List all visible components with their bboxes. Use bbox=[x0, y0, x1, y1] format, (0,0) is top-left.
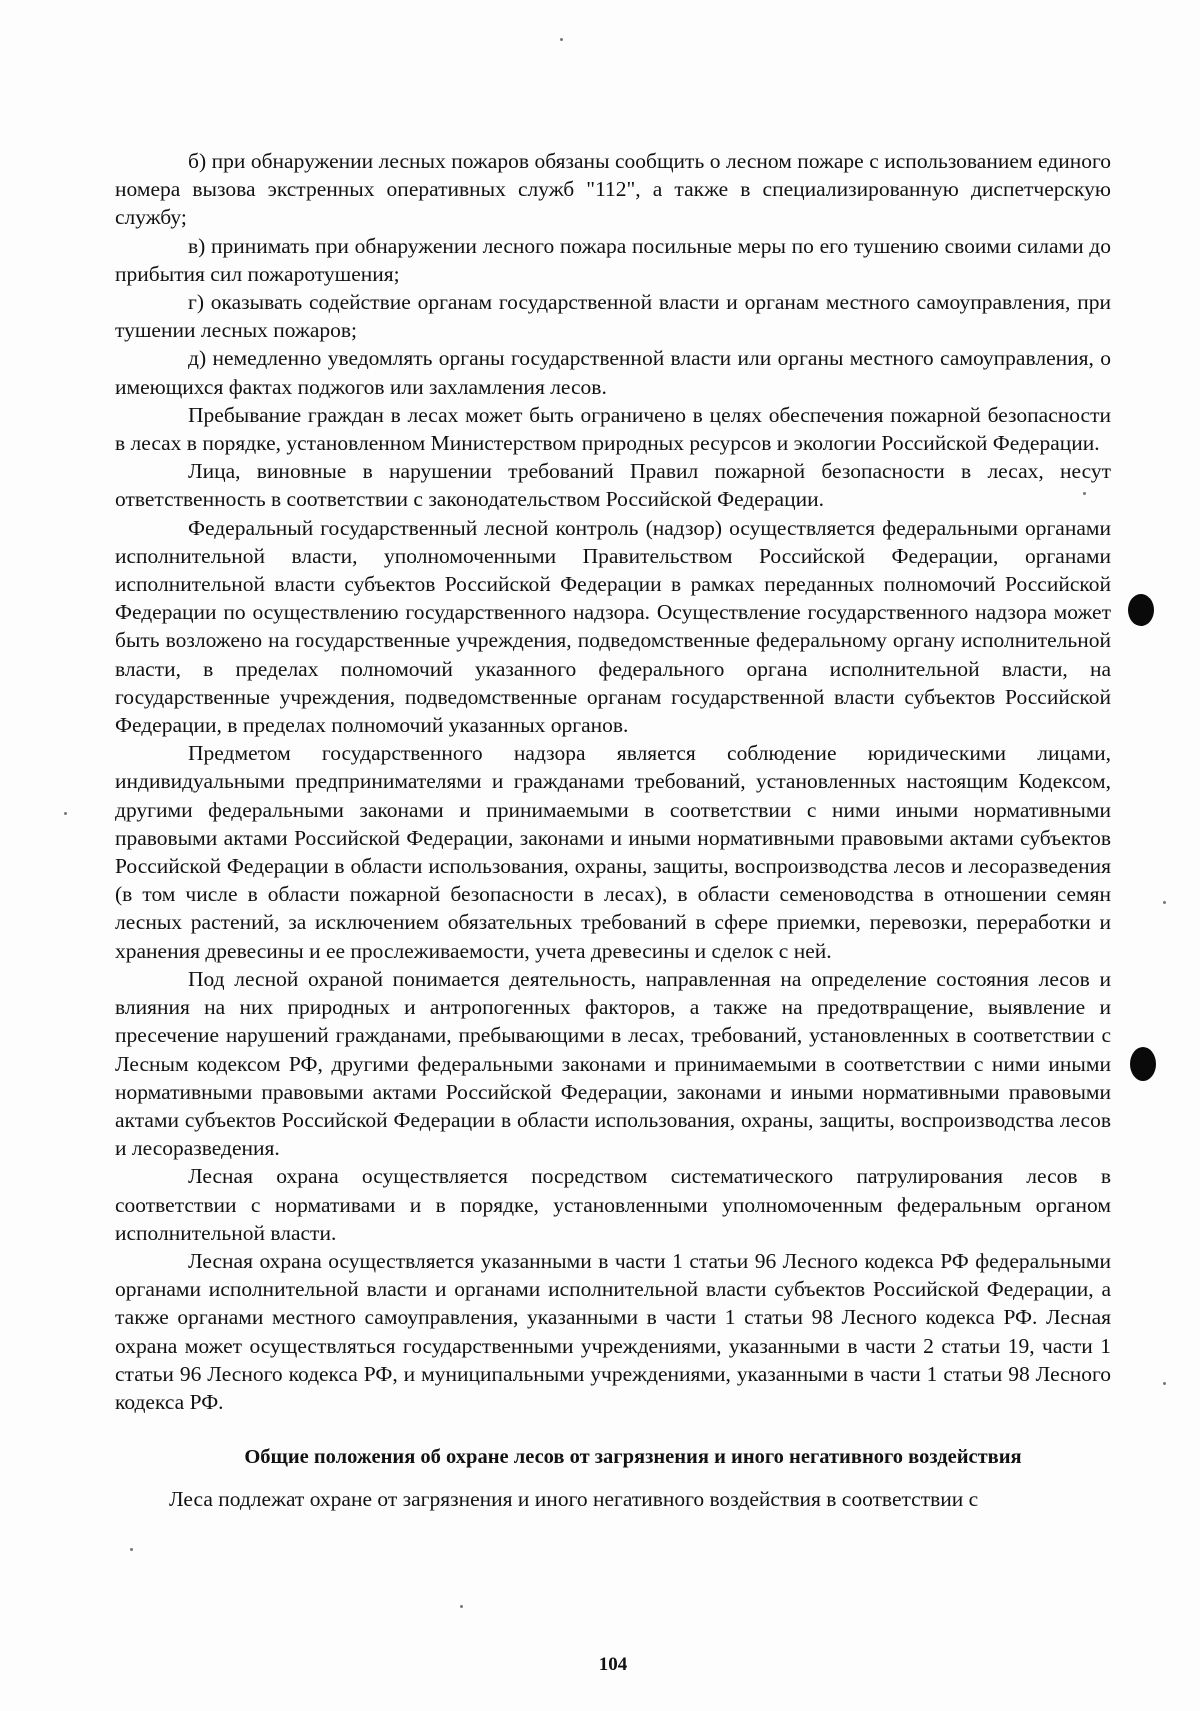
paragraph-d: д) немедленно уведомлять органы государственной власти или органы местного самоуправления, о имеющихся фактах поджогов или захламления лесов. bbox=[115, 346, 1111, 399]
paragraph-protection-bodies: Лесная охрана осуществляется указанными в части 1 статьи 96 Лесного кодекса РФ федеральными органами исполнительной власти и органами исполнительной власти субъектов Российской Федерации, а также органами местного самоуправления, указанными в части 1 статьи 98 Лесного кодекса РФ. Лесная охрана может осуществляться государственными учреждениями, указанными в части 2 статьи 19, части 1 статьи 96 Лесного кодекса РФ, и муниципальными учреждениями, указанными в части 1 статьи 98 Лесного кодекса РФ. bbox=[115, 1248, 1111, 1414]
paragraph-stay-restriction: Пребывание граждан в лесах может быть ограничено в целях обеспечения пожарной безопасности в лесах в порядке, установленном Министерством природных ресурсов и экологии Российской Федерации. bbox=[115, 402, 1111, 456]
paragraph-g: г) оказывать содействие органам государственной власти и органам местного самоуправления, при тушении лесных пожаров; bbox=[115, 290, 1111, 343]
punch-hole-mark bbox=[1128, 594, 1154, 626]
section-heading: Общие положения об охране лесов от загрязнения и иного негативного воздействия bbox=[244, 1446, 1022, 1469]
scan-speck bbox=[64, 812, 67, 815]
page-number: 104 bbox=[598, 1654, 628, 1675]
paragraph-b: б) при обнаружении лесных пожаров обязаны сообщить о лесном пожаре с использованием единого номера вызова экстренных оперативных служб "112", а также в специализированную диспетчерскую службу; bbox=[115, 149, 1111, 230]
scan-speck bbox=[1163, 1382, 1166, 1385]
scan-speck bbox=[130, 1548, 133, 1551]
paragraph-liability: Лица, виновные в нарушении требований Правил пожарной безопасности в лесах, несут ответственность в соответствии с законодательством Российской Федерации. bbox=[115, 459, 1111, 512]
scan-speck bbox=[560, 38, 563, 41]
paragraph-forest-protection-definition: Под лесной охраной понимается деятельность, направленная на определение состояния лесов и влияния на них природных и антропогенных факторов, а также на предотвращение, выявление и пресечение нарушений гражданами, пребывающими в лесах, требований, установленных в соответствии с Лесным кодексом РФ, другими федеральными законами и принимаемыми в соответствии с ними иными нормативными правовыми актами Российской Федерации, законами и иными нормативными правовыми актами субъектов Российской Федерации в области использования, охраны, защиты, воспроизводства лесов и лесоразведения. bbox=[115, 966, 1111, 1161]
scan-speck bbox=[460, 1605, 463, 1608]
punch-hole-mark bbox=[1130, 1047, 1156, 1081]
paragraph-pollution-protection: Леса подлежат охране от загрязнения и иного негативного воздействия в соответствии с bbox=[169, 1487, 979, 1512]
paragraph-federal-control: Федеральный государственный лесной контроль (надзор) осуществляется федеральными органами исполнительной власти, уполномоченными Правительством Российской Федерации, органами исполнительной власти субъектов Российской Федерации в рамках переданных полномочий Российской Федерации по осуществлению государственного надзора. Осуществление государственного надзора может быть возложено на государственные учреждения, подведомственные федеральному органу исполнительной власти, в пределах полномочий указанного федерального органа исполнительной власти, на государственные учреждения, подведомственные органам государственной власти субъектов Российской Федерации, в пределах полномочий указанных органов. bbox=[115, 515, 1111, 738]
paragraph-patrolling: Лесная охрана осуществляется посредством систематического патрулирования лесов в соответствии с нормативами и в порядке, установленными уполномоченным федеральным органом исполнительной власти. bbox=[115, 1164, 1111, 1245]
scan-speck bbox=[1083, 492, 1086, 495]
document-body bbox=[115, 147, 1111, 1513]
paragraph-v: в) принимать при обнаружении лесного пожара посильные меры по его тушению своими силами до прибытия сил пожаротушения; bbox=[115, 233, 1111, 286]
scan-speck bbox=[1163, 901, 1166, 904]
paragraph-supervision-subject: Предметом государственного надзора является соблюдение юридическими лицами, индивидуальными предпринимателями и гражданами требований, установленных настоящим Кодексом, другими федеральными законами и принимаемыми в соответствии с ними иными нормативными правовыми актами Российской Федерации, законами и иными нормативными правовыми актами субъектов Российской Федерации в области использования, охраны, защиты, воспроизводства лесов и лесоразведения (в том числе в области пожарной безопасности в лесах), в области семеноводства в отношении семян лесных растений, за исключением обязательных требований в сфере приемки, перевозки, переработки и хранения древесины и ее прослеживаемости, учета древесины и сделок с ней. bbox=[115, 741, 1111, 963]
